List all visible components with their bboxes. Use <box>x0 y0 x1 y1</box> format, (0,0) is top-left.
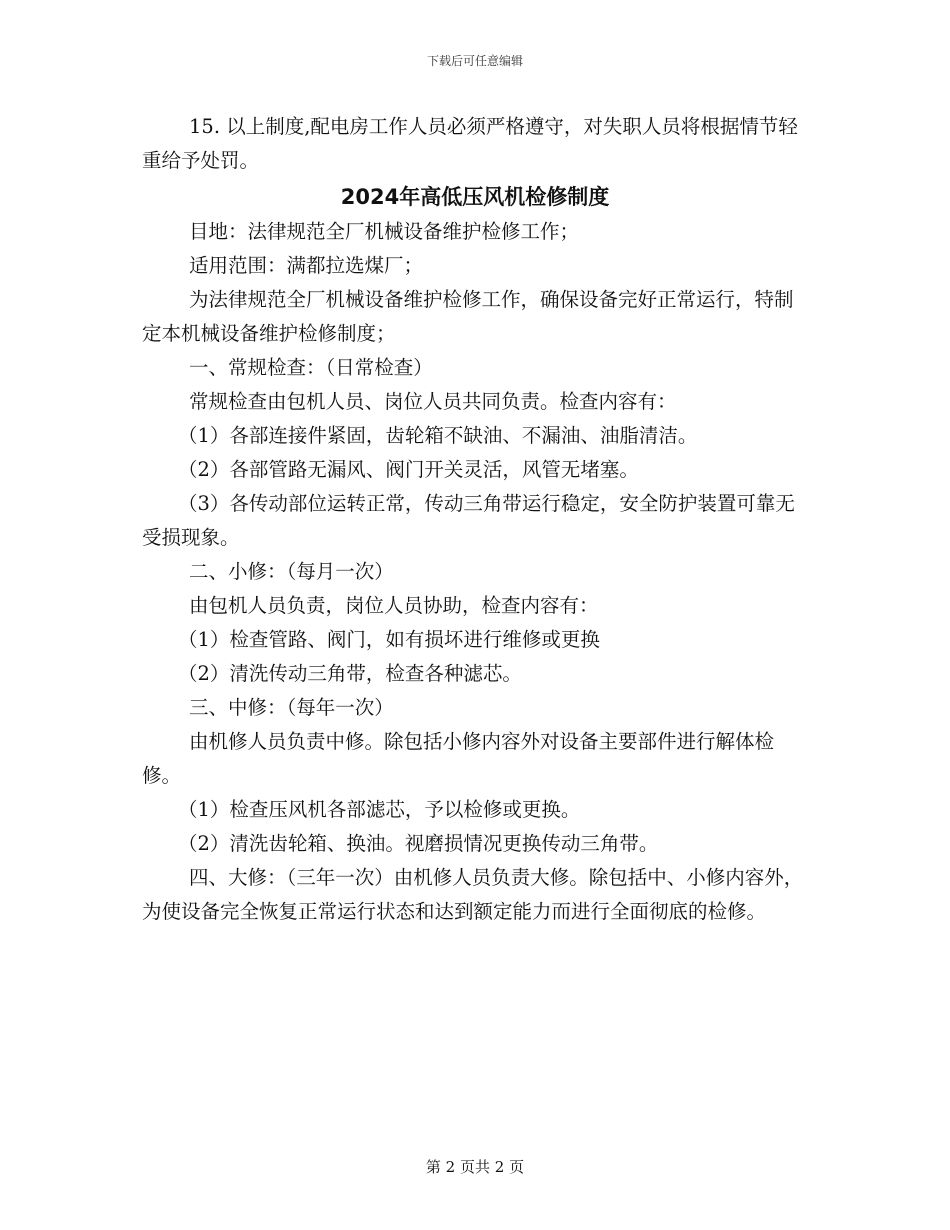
paragraph: 由包机人员负责，岗位人员协助，检查内容有： <box>189 594 599 617</box>
document-body <box>142 110 808 929</box>
paragraph-list <box>142 215 808 929</box>
paragraph: （1）检查压风机各部滤芯，予以检修或更换。 <box>178 798 581 821</box>
intro-paragraph: 15. 以上制度,配电房工作人员必须严格遵守，对失职人员将根据情节轻重给予处罚。 <box>142 115 798 172</box>
paragraph: 由机修人员负责中修。除包括小修内容外对设备主要部件进行解体检修。 <box>142 730 775 787</box>
paragraph: 常规检查由包机人员、岗位人员共同负责。检查内容有： <box>189 390 677 413</box>
paragraph: 一、常规检查：（日常检查） <box>189 356 433 379</box>
paragraph: （2）各部管路无漏风、阀门开关灵活，风管无堵塞。 <box>178 458 639 481</box>
paragraph: 目地：法律规范全厂机械设备维护检修工作； <box>189 220 580 243</box>
document-title: 2024年高低压风机检修制度 <box>340 185 610 209</box>
paragraph: 三、中修：（每年一次） <box>189 696 394 719</box>
page-footer: 第 2 页共 2 页 <box>425 1158 525 1176</box>
paragraph: （2）清洗齿轮箱、换油。视磨损情况更换传动三角带。 <box>178 832 659 855</box>
paragraph: （2）清洗传动三角带，检查各种滤芯。 <box>178 662 522 685</box>
paragraph: 二、小修：（每月一次） <box>189 560 394 583</box>
paragraph: （1）检查管路、阀门，如有损坏进行维修或更换 <box>178 628 600 651</box>
paragraph: 为法律规范全厂机械设备维护检修工作，确保设备完好正常运行，特制定本机械设备维护检修制度； <box>142 288 794 345</box>
page-header: 下载后可任意编辑 <box>426 54 523 68</box>
paragraph: （3）各传动部位运转正常，传动三角带运行稳定，安全防护装置可靠无受损现象。 <box>142 492 795 549</box>
paragraph: 适用范围：满都拉选煤厂； <box>189 254 424 277</box>
paragraph: 四、大修：（三年一次）由机修人员负责大修。除包括中、小修内容外，为使设备完全恢复正常运行状态和达到额定能力而进行全面彻底的检修。 <box>142 866 804 923</box>
paragraph: （1）各部连接件紧固，齿轮箱不缺油、不漏油、油脂清洁。 <box>178 424 698 447</box>
